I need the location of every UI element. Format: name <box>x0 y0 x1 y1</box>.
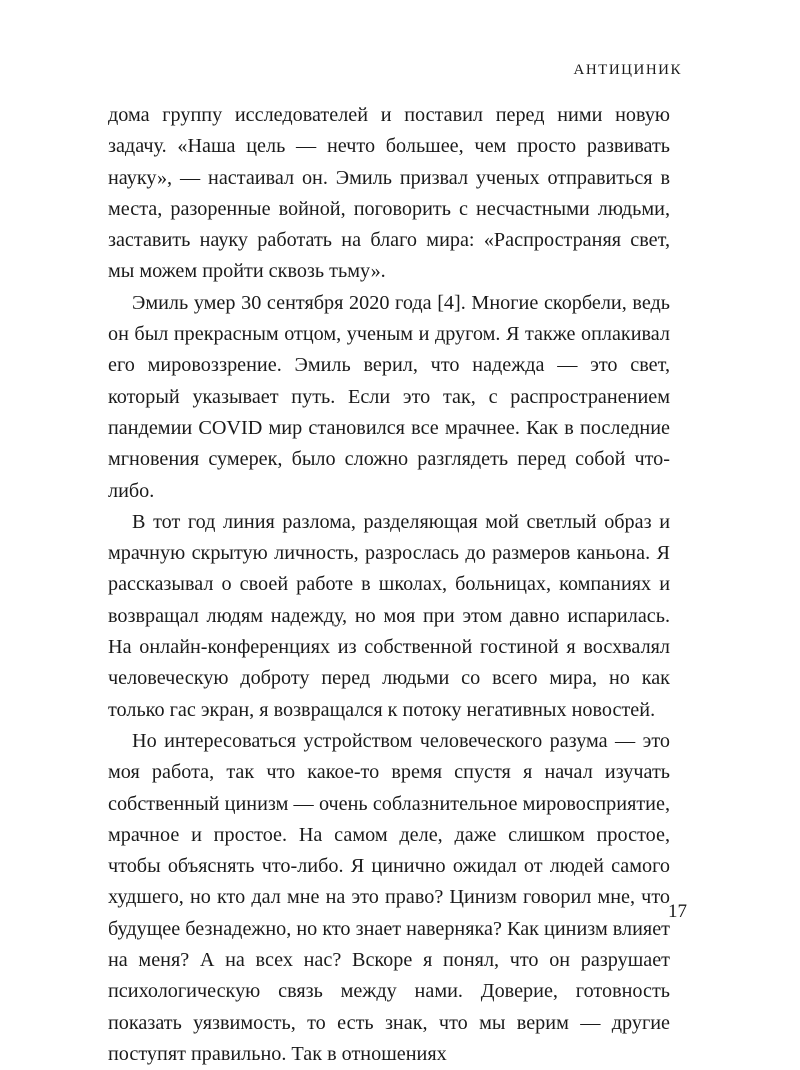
body-text <box>108 100 670 1070</box>
paragraph: В тот год линия разлома, разделяющая мой светлый образ и мрачную скрытую личность, разрослась до размеров каньона. Я рассказывал о своей работе в школах, больницах, компаниях и возвращал людям надежду, но моя при этом давно испарилась. На онлайн-конференциях из собственной гостиной я восхвалял человеческую доброту перед людьми со всего мира, но как только гас экран, я возвращался к потоку негативных новостей. <box>108 510 670 721</box>
paragraph-continued: дома группу исследователей и поставил перед ними новую задачу. «Наша цель — нечто большее, чем просто развивать науку», — настаивал он. Эмиль призвал ученых отправиться в места, разоренные войной, поговорить с несчастными людьми, заставить науку работать на благо мира: «Распространяя свет, мы можем пройти сквозь тьму». <box>108 104 670 283</box>
paragraph: Но интересоваться устройством человеческого разума — это моя работа, так что какое-то время спустя я начал изучать собственный цинизм — очень соблазнительное мировосприятие, мрачное и простое. На самом деле, даже слишком простое, чтобы объяснять что-либо. Я цинично ожидал от людей самого худшего, но кто дал мне на это право? Цинизм говорил мне, что будущее безнадежно, но кто знает наверняка? Как цинизм влияет на меня? А на всех нас? Вскоре я понял, что он разрушает психологическую связь между нами. Доверие, готовность показать уязвимость, то есть знак, что мы верим — другие поступят правильно. Так в отношениях <box>108 729 670 1065</box>
running-head: АНТИЦИНИК <box>573 62 682 78</box>
paragraph: Эмиль умер 30 сентября 2020 года [4]. Многие скорбели, ведь он был прекрасным отцом, ученым и другом. Я также оплакивал его мировоззрение. Эмиль верил, что надежда — это свет, который указывает путь. Если это так, с распространением пандемии COVID мир становился все мрачнее. Как в последние мгновения сумерек, было сложно разглядеть перед собой что-либо. <box>108 291 670 502</box>
page-number: 17 <box>668 901 687 922</box>
